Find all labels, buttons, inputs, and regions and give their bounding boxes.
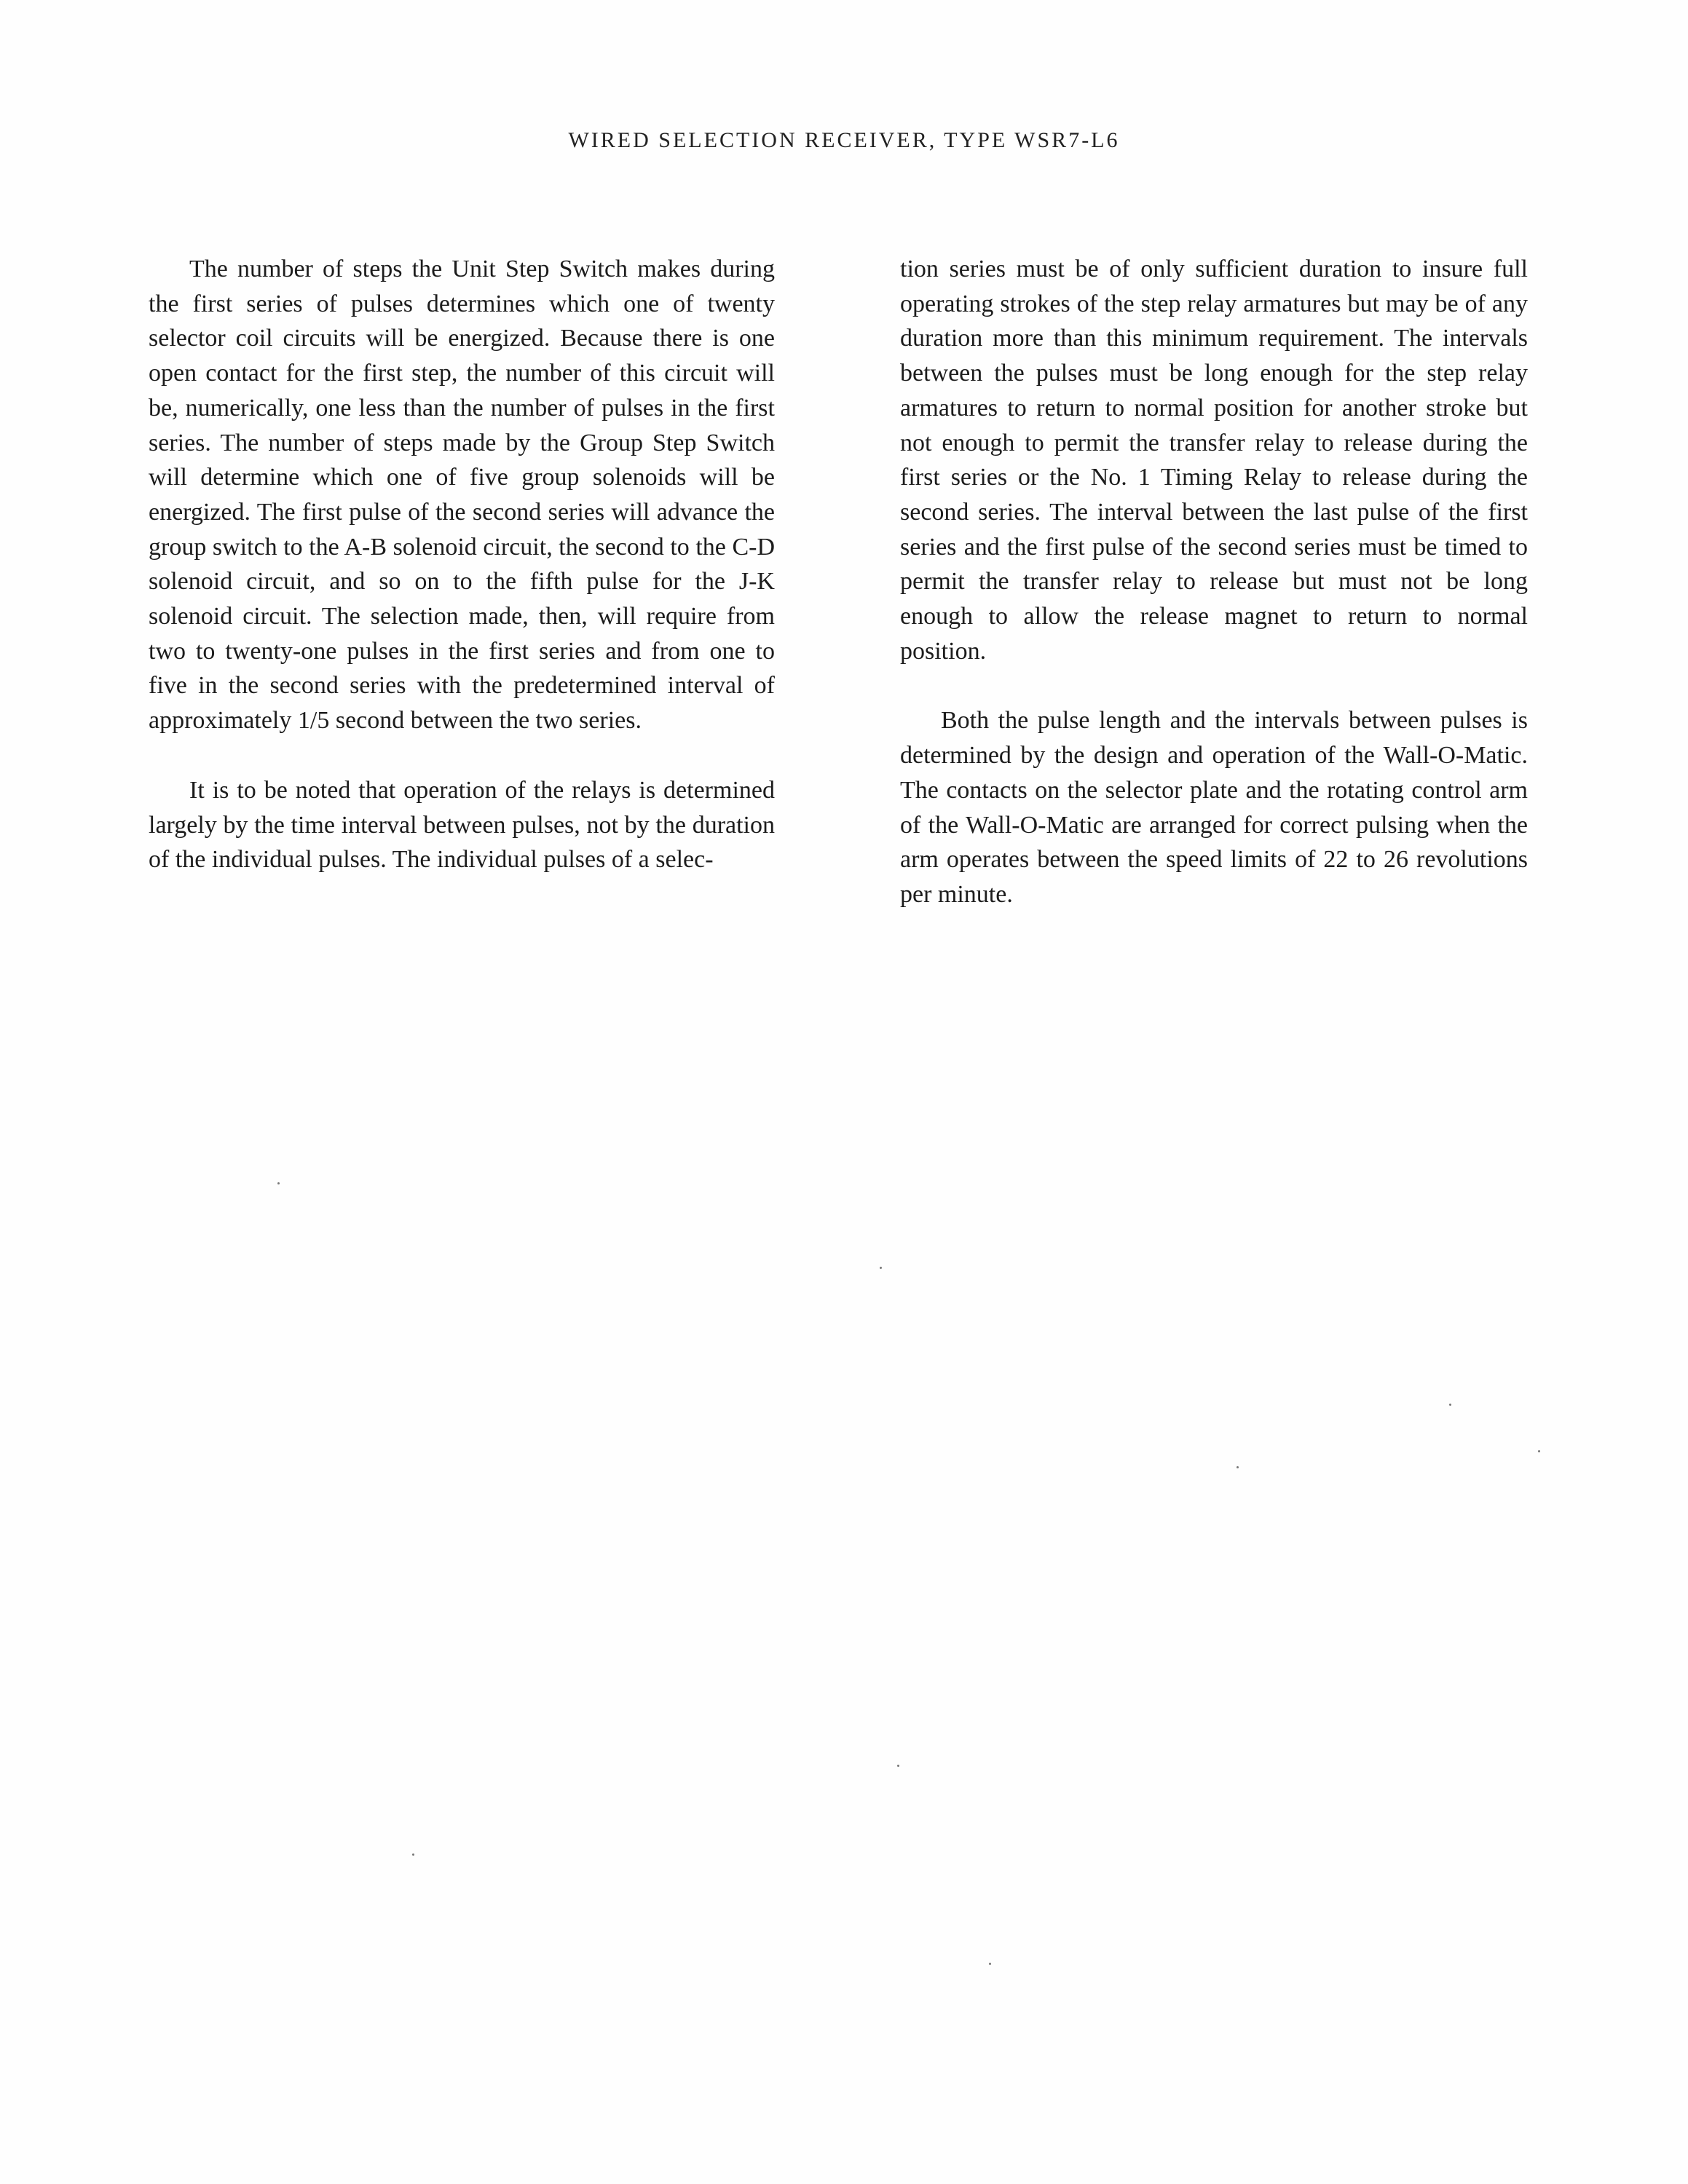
scan-speck (1449, 1404, 1451, 1406)
scan-speck (277, 1182, 280, 1184)
scan-speck (1538, 1450, 1540, 1452)
scan-speck (412, 1853, 414, 1856)
page-header: WIRED SELECTION RECEIVER, TYPE WSR7-L6 (568, 128, 1120, 152)
left-column (149, 252, 775, 912)
scan-speck (897, 1765, 899, 1767)
right-paragraph-2: Both the pulse length and the intervals between pulses is determined by the design and operation of the Wall-O-Matic. The contacts on the selector plate and the rotating control arm of the Wall-O-Matic are arranged for correct pulsing when the arm operates between the speed limits of 22 to 26 revolutions per minute. (900, 707, 1528, 908)
scan-speck (1237, 1466, 1239, 1468)
scan-speck (880, 1267, 882, 1269)
left-paragraph-2: It is to be noted that operation of the relays is determined largely by the time interval between pulses, not by the duration of the individual pulses. The individual pulses of a selec- (149, 776, 775, 874)
right-paragraph-1: tion series must be of only sufficient duration to insure full operating strokes of the step relay armatures but may be of any duration more than this minimum requirement. The intervals between the pulses must be long enough for the step relay armatures to return to normal position for another stroke but not enough to permit the transfer relay to release during the first series or the No. 1 Timing Relay to release during the second series. The interval between the last pulse of the first series and the first pulse of the second series must be timed to permit the transfer relay to release but must not be long enough to allow the release magnet to return to normal position. (900, 256, 1528, 665)
scan-speck (989, 1963, 991, 1965)
right-column (900, 252, 1528, 947)
left-paragraph-1: The number of steps the Unit Step Switch makes during the first series of pulses determines which one of twenty selector coil circuits will be energized. Because there is one open contact for the first step, the number of this circuit will be, numerically, one less than the number of pulses in the first series. The number of steps made by the Group Step Switch will determine which one of five group solenoids will be energized. The first pulse of the second series will advance the group switch to the A-B solenoid circuit, the second to the C-D solenoid circuit, and so on to the fifth pulse for the J-K solenoid circuit. The selection made, then, will require from two to twenty-one pulses in the first series and from one to five in the second series with the predetermined interval of approximately 1/5 second between the two series. (149, 256, 775, 735)
